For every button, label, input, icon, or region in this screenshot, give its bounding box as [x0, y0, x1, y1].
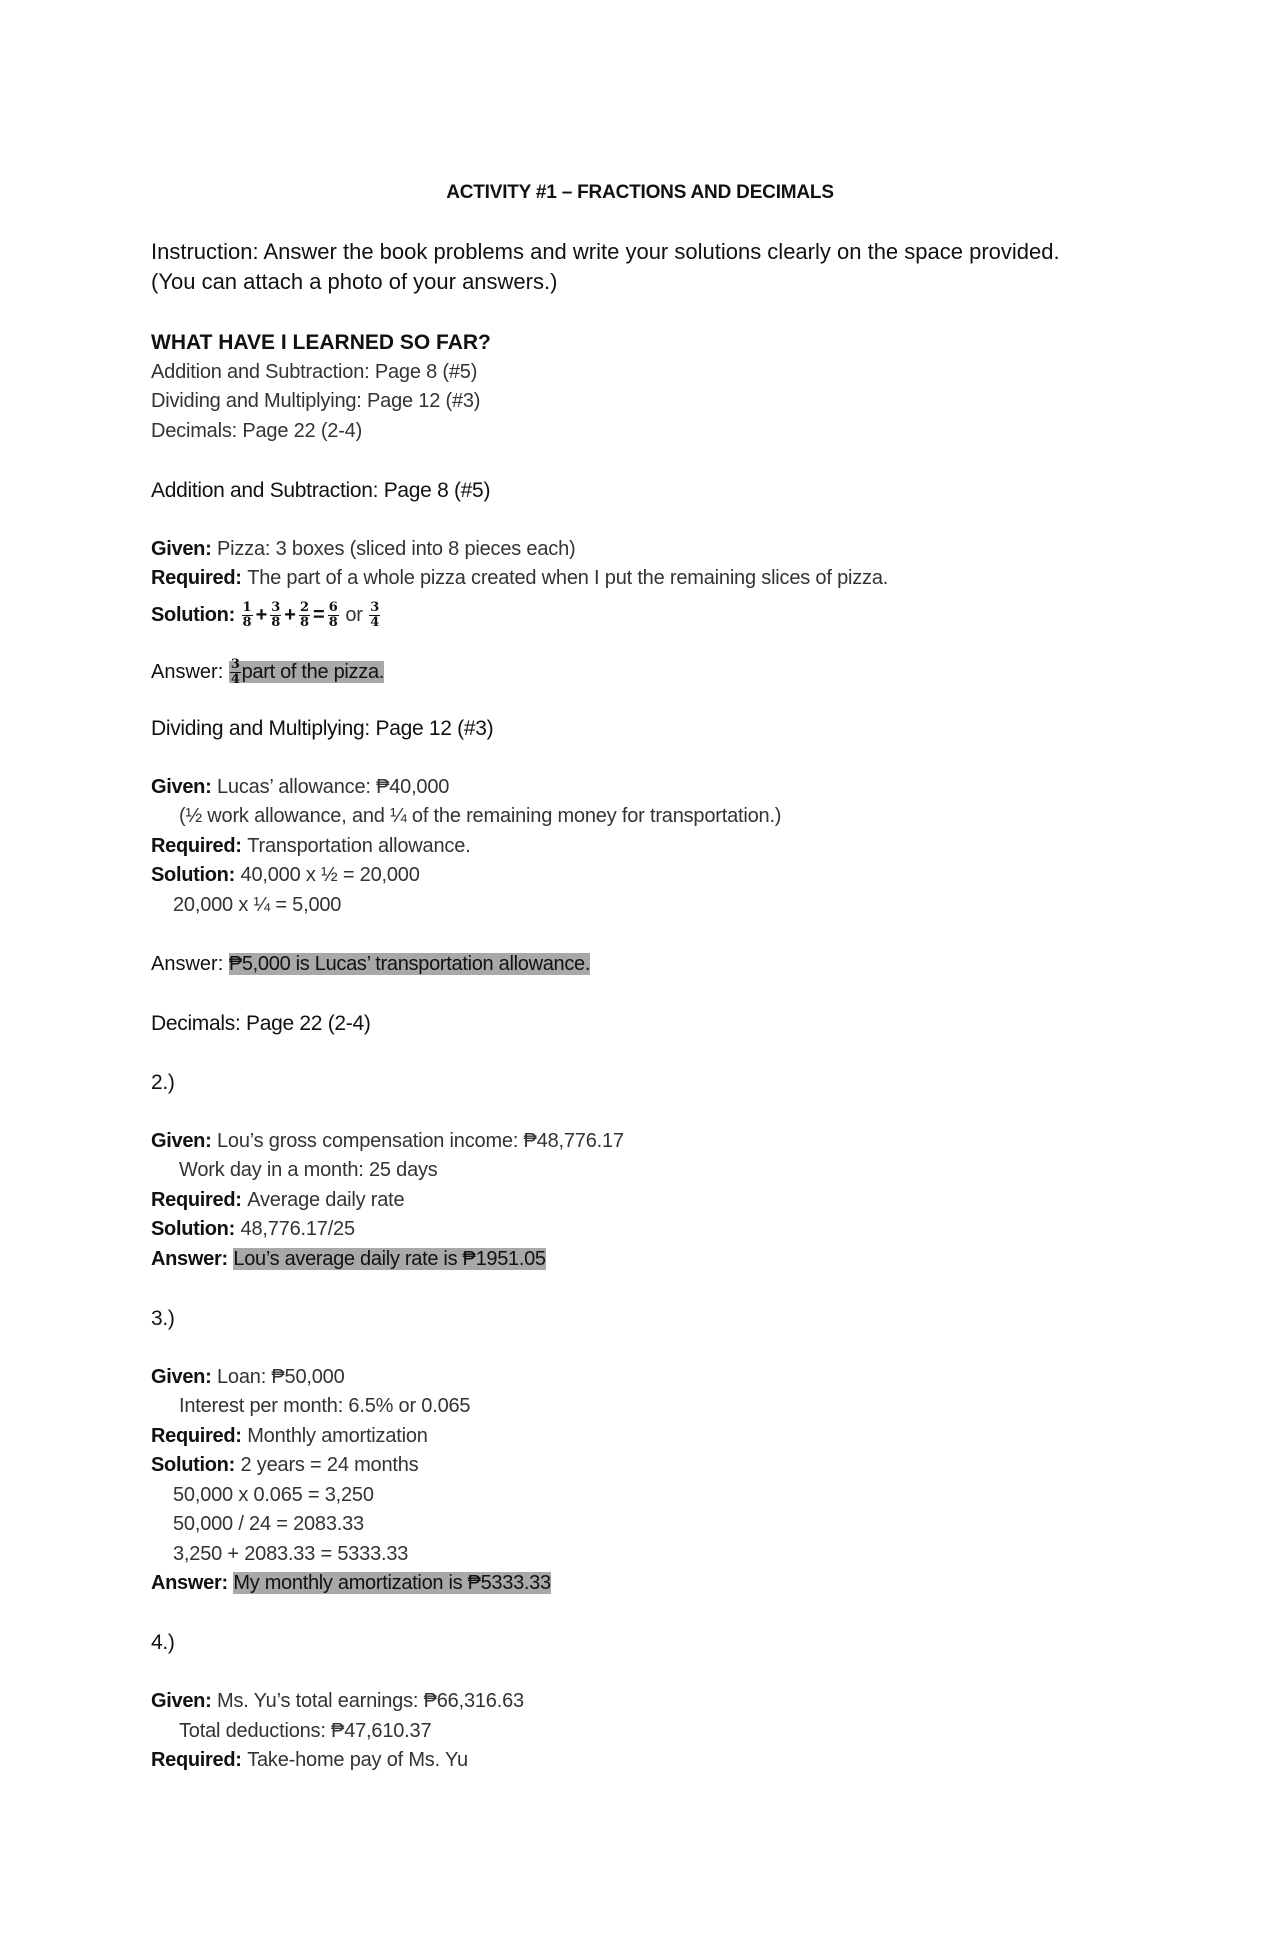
p2-answer [151, 1245, 1151, 1275]
p3-solution-value: 2 years = 24 months [240, 1454, 419, 1476]
p4-given-2: Total deductions: ₱47,610.37 [179, 1719, 432, 1742]
required-label: Required: [151, 1188, 242, 1211]
instruction-line-1: Instruction: Answer the book problems and write your solutions clearly on the space provided. [151, 239, 1060, 264]
required-label: Required: [151, 1749, 242, 1771]
answer-label: Answer: [151, 1572, 228, 1594]
fraction: $\frac{3}{4}$ [230, 656, 240, 687]
p2-solution-value: 48,776.17/25 [240, 1218, 355, 1240]
sec1-solution [151, 594, 1151, 636]
sec1-given [151, 535, 1151, 565]
p2-given-2: Work day in a month: 25 days [179, 1159, 438, 1181]
learned-item-1: Addition and Subtraction: Page 8 (#5) [151, 360, 478, 383]
page-title: ACTIVITY #1 – FRACTIONS AND DECIMALS [446, 182, 834, 203]
given-label: Given: [151, 775, 212, 798]
p2-required [151, 1186, 1151, 1216]
sec1-required-value: The part of a whole pizza created when I put the remaining slices of pizza. [247, 567, 889, 589]
p3-given-value: Loan: ₱50,000 [217, 1365, 345, 1388]
p3-required [151, 1422, 1151, 1452]
or-word: or [345, 603, 363, 626]
p3-solution [151, 1451, 1151, 1481]
learned-item-3: Decimals: Page 22 (2-4) [151, 419, 363, 442]
p3-answer [151, 1569, 1151, 1599]
sec2-given-note: (½ work allowance, and ¼ of the remaining money for transportation.) [179, 805, 782, 827]
answer-label: Answer: [151, 660, 224, 683]
p4-required-value: Take-home pay of Ms. Yu [247, 1749, 468, 1771]
instruction-line-2: (You can attach a photo of your answers.) [151, 269, 558, 294]
p3-step-2: 50,000 / 24 = 2083.33 [173, 1513, 364, 1535]
section-decimals-heading: Decimals: Page 22 (2-4) [151, 1011, 371, 1035]
given-label: Given: [151, 1690, 212, 1712]
section-dividing-heading: Dividing and Multiplying: Page 12 (#3) [151, 716, 494, 740]
plus-sign: + [255, 603, 268, 626]
learned-heading: WHAT HAVE I LEARNED SO FAR? [151, 331, 491, 354]
p2-required-value: Average daily rate [247, 1188, 405, 1211]
given-label: Given: [151, 1129, 212, 1152]
p3-required-value: Monthly amortization [247, 1424, 428, 1447]
sec2-solution-2: 20,000 x ¼ = 5,000 [173, 893, 342, 916]
fraction: $\frac{1}{8}$ [242, 599, 252, 630]
learned-item-2: Dividing and Multiplying: Page 12 (#3) [151, 390, 481, 412]
p3-answer-value: My monthly amortization is ₱5333.33 [233, 1572, 551, 1594]
p3-given-2: Interest per month: 6.5% or 0.065 [179, 1395, 471, 1417]
fraction: $\frac{2}{8}$ [299, 599, 310, 630]
sec2-required [151, 832, 1151, 862]
solution-label: Solution: [151, 1454, 235, 1476]
sec1-answer-value: part of the pizza. [241, 660, 385, 683]
solution-label: Solution: [151, 864, 235, 886]
fraction: $\frac{3}{4}$ [370, 599, 380, 630]
problem-2-number: 2.) [151, 1070, 175, 1094]
sec2-given [151, 773, 1151, 803]
p2-solution [151, 1215, 1151, 1245]
given-label: Given: [151, 537, 212, 560]
solution-label: Solution: [151, 603, 235, 626]
answer-label: Answer: [151, 952, 224, 975]
fraction: $\frac{6}{8}$ [328, 599, 338, 630]
sec2-answer-value: ₱5,000 is Lucas’ transportation allowance. [228, 952, 591, 975]
equals-sign: = [313, 603, 325, 626]
section-addition-heading: Addition and Subtraction: Page 8 (#5) [151, 478, 491, 502]
p3-step-1: 50,000 x 0.065 = 3,250 [173, 1483, 374, 1506]
p3-step-3: 3,250 + 2083.33 = 5333.33 [173, 1542, 409, 1565]
p2-given-value: Lou’s gross compensation income: ₱48,776.17 [217, 1129, 624, 1152]
p2-answer-value: Lou’s average daily rate is ₱1951.05 [233, 1247, 546, 1270]
fraction: $\frac{3}{8}$ [271, 599, 281, 630]
sec2-solution [151, 861, 1151, 891]
plus-sign: + [284, 603, 296, 626]
p4-required [151, 1746, 1151, 1776]
sec1-given-value: Pizza: 3 boxes (sliced into 8 pieces each) [217, 537, 576, 560]
p2-given [151, 1127, 1151, 1157]
problem-4-number: 4.) [151, 1631, 175, 1654]
p3-given [151, 1363, 1151, 1393]
document-body [151, 328, 1151, 1776]
sec1-answer-highlight [229, 656, 385, 687]
sec2-solution-1: 40,000 x ½ = 20,000 [240, 864, 420, 886]
p4-given [151, 1687, 1151, 1717]
answer-label: Answer: [151, 1247, 228, 1270]
required-label: Required: [151, 834, 242, 857]
instruction [151, 237, 1151, 297]
solution-label: Solution: [151, 1218, 235, 1240]
sec2-answer [151, 950, 1151, 980]
sec2-given-value: Lucas’ allowance: ₱40,000 [217, 775, 450, 798]
p4-given-value: Ms. Yu’s total earnings: ₱66,316.63 [217, 1690, 524, 1712]
problem-3-number: 3.) [151, 1306, 175, 1330]
required-label: Required: [151, 1424, 242, 1447]
required-label: Required: [151, 567, 242, 589]
sec2-required-value: Transportation allowance. [247, 834, 471, 857]
sec1-required [151, 564, 1151, 594]
sec1-answer [151, 652, 1151, 692]
given-label: Given: [151, 1365, 212, 1388]
